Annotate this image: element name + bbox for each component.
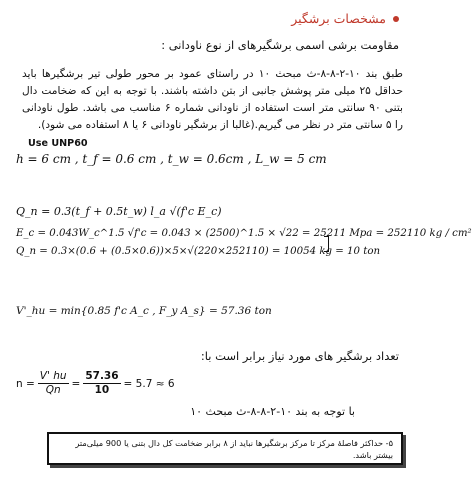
subtitle: مقاومت برشی اسمی برشگیرهای از نوع ناودانی : — [161, 38, 399, 52]
reference-line: با توجه به بند ۱۰-۲-۸-۸-ث مبحث ۱۰ — [190, 405, 355, 418]
ec-equation: E_c = 0.043W_c^1.5 √f'c = 0.043 × (2500)^1.5 × √22 = 25211 Mpa = 252110 kg / cm² — [16, 228, 472, 239]
bracket-mark — [324, 236, 329, 252]
use-label: Use UNP60 — [28, 138, 88, 149]
fraction-num: V' hu — [39, 370, 67, 382]
note-box-text: ۵- حداکثر فاصلهٔ مرکز تا مرکز برشگیرها نباید از ۸ برابر ضخامت کل دال بتنی یا 900 میلی‌متر بیشتر باشد. — [75, 438, 393, 460]
heading-text: مشخصات برشگیر — [291, 11, 386, 26]
fraction-den-value: 10 — [94, 384, 110, 396]
count-equals: = — [71, 377, 81, 390]
fraction-num-value: 57.36 — [85, 370, 119, 382]
count-lhs: n = — [16, 377, 35, 390]
count-equation — [16, 370, 175, 397]
section-heading — [291, 11, 399, 26]
description-paragraph: طبق بند ۱۰-۲-۸-۸-ث مبحث ۱۰ در راستای عمود بر محور طولی تیر برشگیرها باید حداقل ۲۵ میلی متر پوشش جانبی از بتن داشته باشند. با توجه به این که ضخامت دال بتنی ۹۰ سانتی متر است استفاده از ناودانی شماره ۶ مناسب می باشد. طول ناودانی را ۵ سانتی متر در نظر می گیریم.(غالبا از برشگیر ناودانی ۶ یا ۸ استفاده می شود). — [22, 68, 403, 131]
vh-equation: V'_hu = min{0.85 f'c A_c , F_y A_s} = 57.36 ton — [16, 305, 272, 317]
bullet-icon — [393, 16, 399, 22]
note-box — [47, 432, 403, 465]
fraction-den: Qn — [45, 384, 61, 396]
qn-value-equation: Q_n = 0.3×(0.6 + (0.5×0.6))×5×√(220×252110) = 10054 kg = 10 ton — [16, 246, 381, 257]
qn-formula: Q_n = 0.3(t_f + 0.5t_w) l_a √(f'c E_c) — [16, 205, 222, 218]
fraction-values — [83, 370, 120, 397]
fraction-vh-qn — [38, 370, 69, 397]
count-label: تعداد برشگیر های مورد نیاز برابر است با: — [200, 349, 399, 363]
dimensions-line: h = 6 cm , t_f = 0.6 cm , t_w = 0.6cm , L_w = 5 cm — [16, 152, 327, 166]
count-result: = 5.7 ≈ 6 — [123, 377, 175, 390]
